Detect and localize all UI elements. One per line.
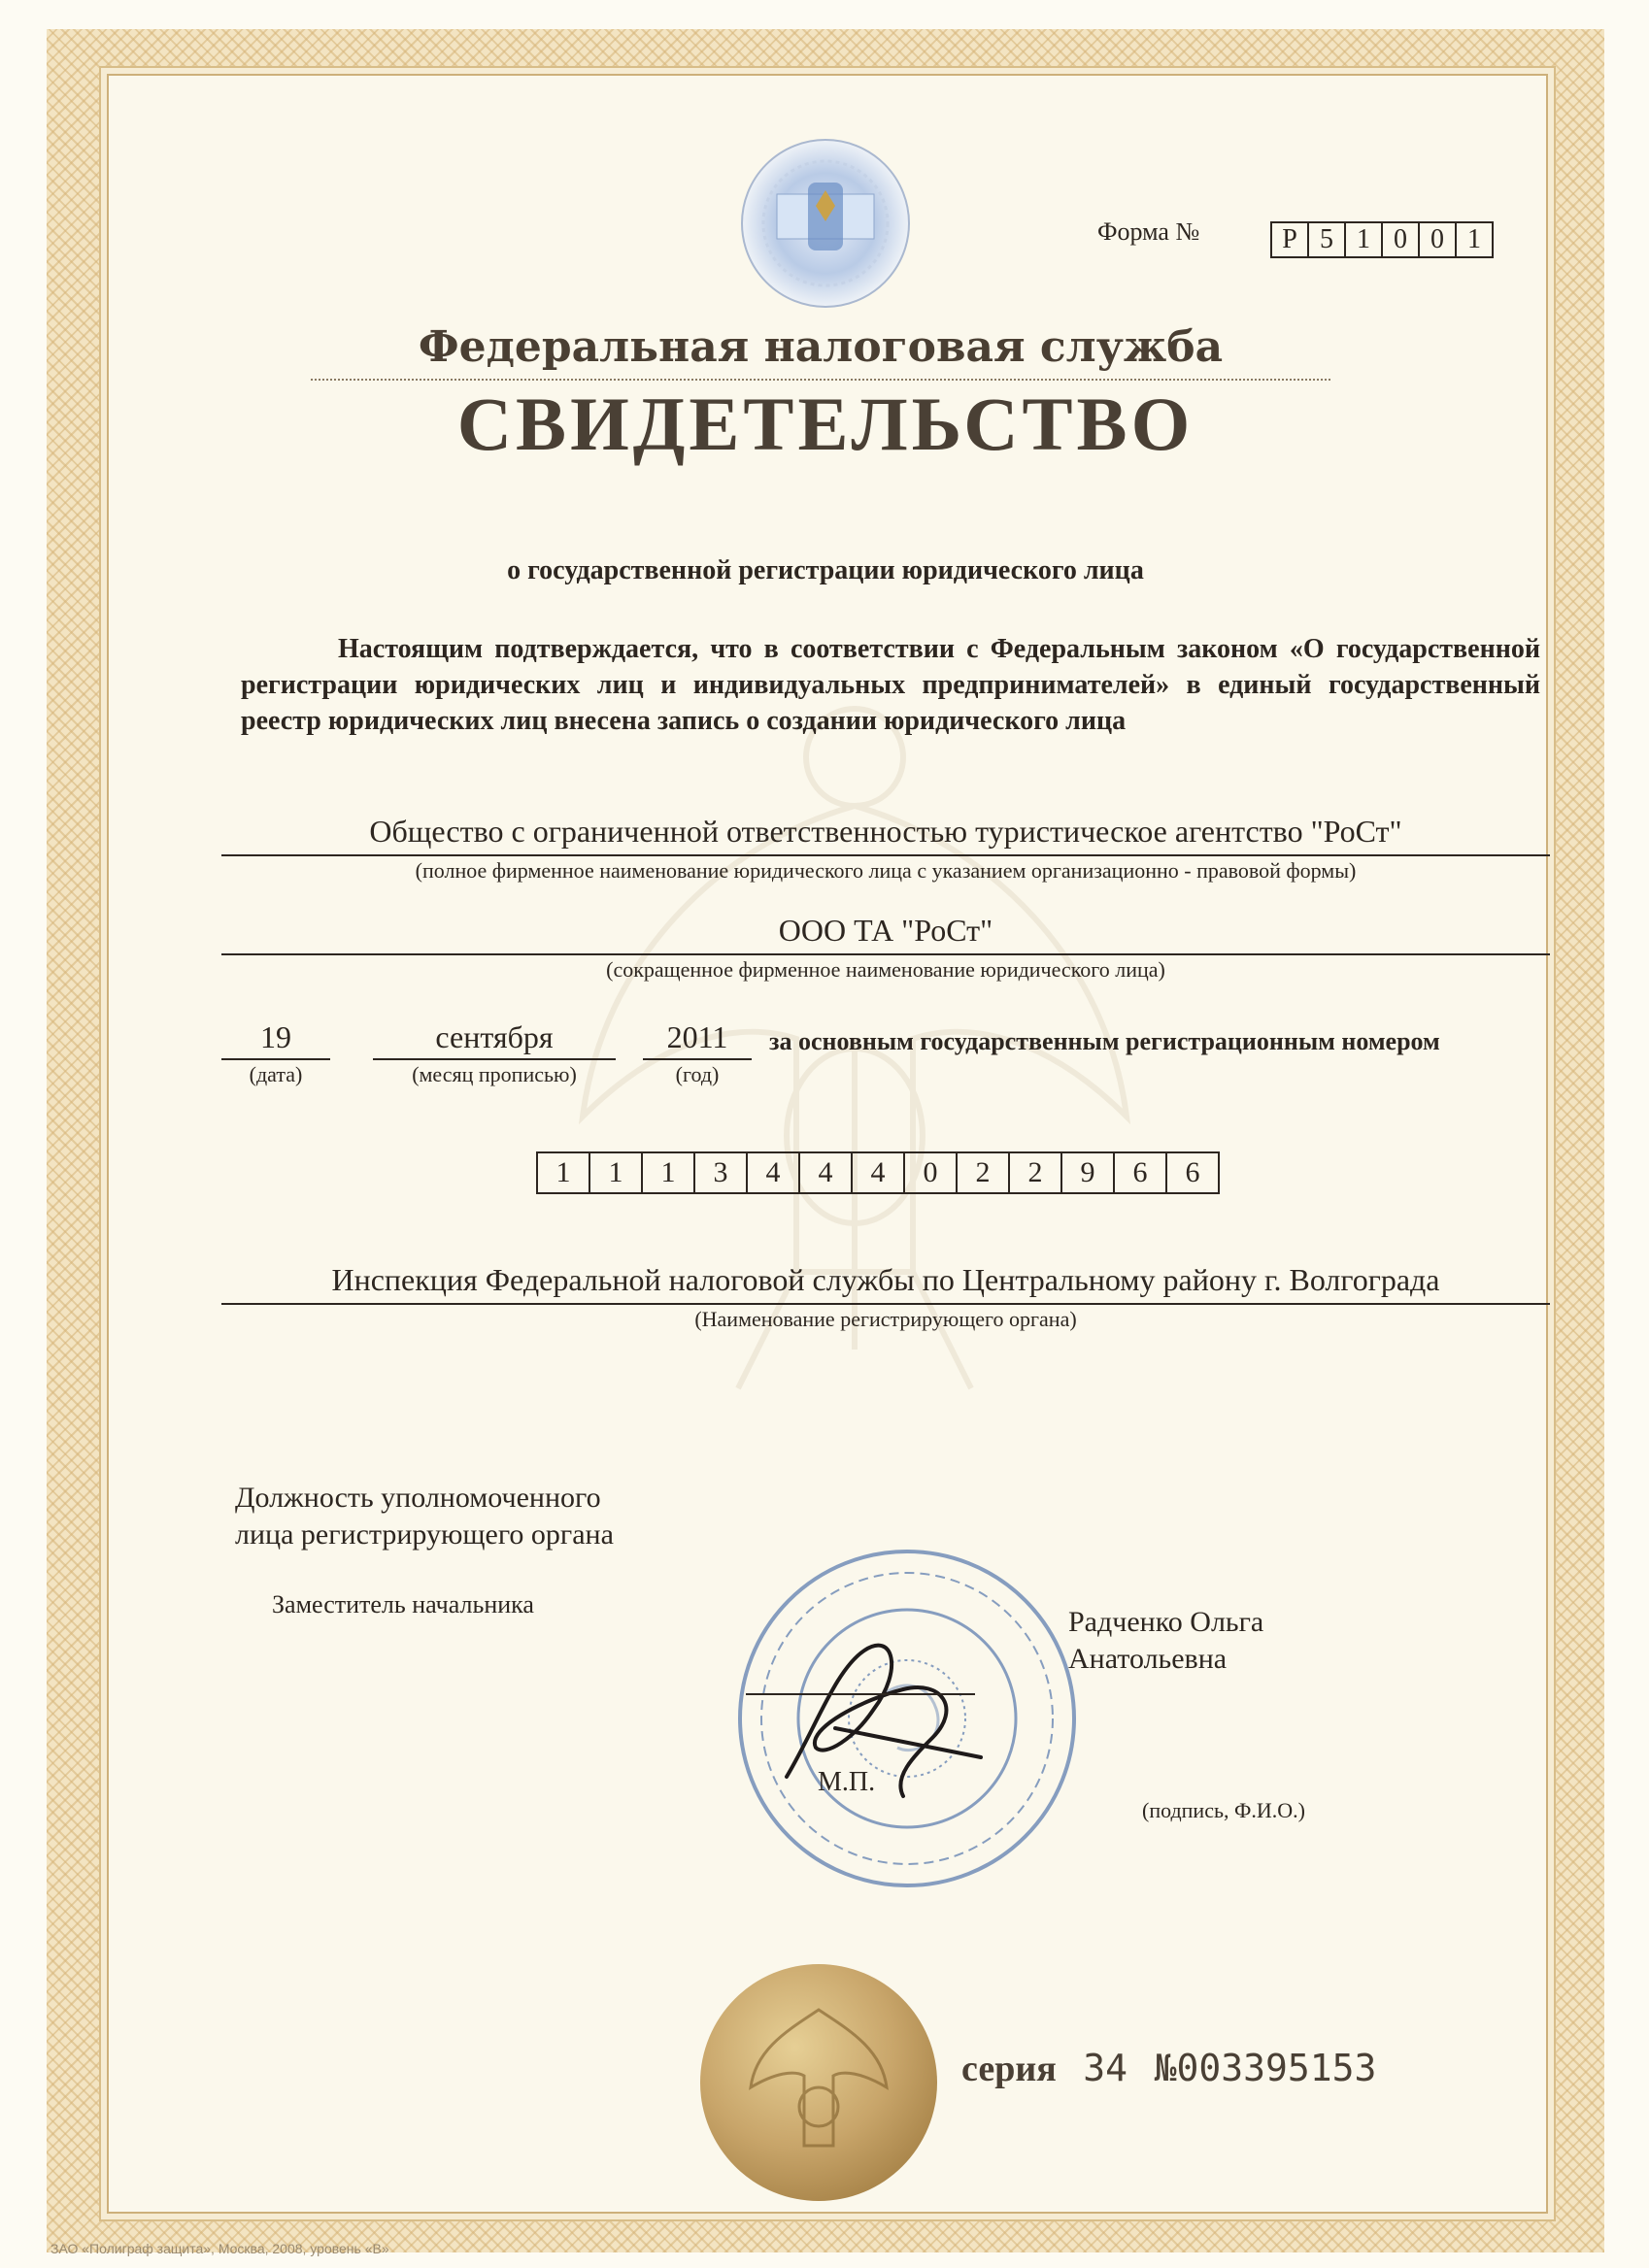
series-label: серия: [961, 2049, 1057, 2089]
date-year: 2011: [666, 1019, 728, 1054]
form-code: [1272, 221, 1494, 258]
date-month-hint: (месяц прописью): [412, 1062, 577, 1086]
date-day-hint: (дата): [249, 1062, 303, 1086]
ogrn-digit: 6: [1165, 1151, 1220, 1194]
ogrn-digit: 4: [851, 1151, 905, 1194]
certificate-body-text: Настоящим подтверждается, что в соответствии с Федеральным законом «О государственной регистрации юридических лиц и индивидуальных предпринимателей» в единый государственный реестр юридических лиц внесена запись о создании юридического лица: [241, 634, 1540, 736]
entity-full-name: Общество с ограниченной ответственностью туристическое агентство "РоСт": [369, 814, 1402, 849]
signatory-name-line1: Радченко Ольга: [1068, 1606, 1264, 1638]
ogrn-number: [538, 1151, 1220, 1194]
date-month-rule: [373, 1058, 616, 1060]
ogrn-digit: 1: [589, 1151, 643, 1194]
signature-rule: [746, 1693, 975, 1695]
signatory-name-line2: Анатольевна: [1068, 1643, 1228, 1675]
ogrn-digit: 4: [798, 1151, 853, 1194]
signatory-position: Заместитель начальника: [272, 1590, 534, 1618]
series-info: [961, 2047, 1376, 2090]
form-code-cell: Р: [1270, 221, 1309, 258]
ogrn-digit: 1: [536, 1151, 590, 1194]
form-code-cell: 0: [1381, 221, 1420, 258]
ogrn-digit: 3: [693, 1151, 748, 1194]
form-code-cell: 0: [1418, 221, 1457, 258]
date-month: сентября: [435, 1019, 554, 1054]
position-label-line2: лица регистрирующего органа: [235, 1518, 614, 1551]
mp-label: М.П.: [818, 1767, 876, 1797]
full-name-rule: [221, 854, 1550, 856]
position-label: [235, 1480, 614, 1553]
ogrn-digit: 2: [956, 1151, 1010, 1194]
form-code-cell: 1: [1344, 221, 1383, 258]
agency-name: Федеральная налоговая служба: [418, 322, 1224, 372]
form-code-cell: 5: [1307, 221, 1346, 258]
ogrn-label: за основным государственным регистрационным номером: [769, 1027, 1440, 1055]
date-day-rule: [221, 1058, 330, 1060]
serial-number: №003395153: [1154, 2047, 1377, 2089]
ogrn-digit: 2: [1008, 1151, 1062, 1194]
ogrn-digit: 4: [746, 1151, 800, 1194]
ogrn-digit: 6: [1113, 1151, 1167, 1194]
short-name-hint: (сокращенное фирменное наименование юридического лица): [606, 957, 1165, 982]
gold-eagle-seal-icon: [697, 1961, 940, 2204]
document-subtitle: о государственной регистрации юридического лица: [507, 555, 1144, 585]
hologram-emblem-icon: [738, 136, 913, 311]
ogrn-digit: 0: [903, 1151, 958, 1194]
short-name-rule: [221, 953, 1550, 955]
date-day: 19: [260, 1019, 291, 1054]
signature-hint: (подпись, Ф.И.О.): [1142, 1798, 1305, 1822]
authority-hint: (Наименование регистрирующего органа): [694, 1307, 1077, 1331]
signatory-name: [1068, 1604, 1263, 1678]
authority-name: Инспекция Федеральной налоговой службы по Центральному району г. Волгограда: [331, 1262, 1440, 1297]
ogrn-digit: 1: [641, 1151, 695, 1194]
position-label-line1: Должность уполномоченного: [235, 1482, 601, 1514]
full-name-hint: (полное фирменное наименование юридического лица с указанием организационно - правовой формы): [415, 858, 1357, 883]
document-title: СВИДЕТЕЛЬСТВО: [456, 382, 1195, 466]
form-label: Форма №: [1097, 217, 1200, 246]
date-year-rule: [643, 1058, 752, 1060]
date-year-hint: (год): [675, 1062, 720, 1086]
entity-short-name: ООО ТА "РоСт": [778, 913, 993, 948]
form-code-cell: 1: [1455, 221, 1494, 258]
authority-rule: [221, 1303, 1550, 1305]
ogrn-digit: 9: [1060, 1151, 1115, 1194]
printer-imprint: ЗАО «Полиграф защита», Москва, 2008, уровень «В»: [50, 2241, 389, 2256]
series-value: 34: [1083, 2047, 1128, 2089]
